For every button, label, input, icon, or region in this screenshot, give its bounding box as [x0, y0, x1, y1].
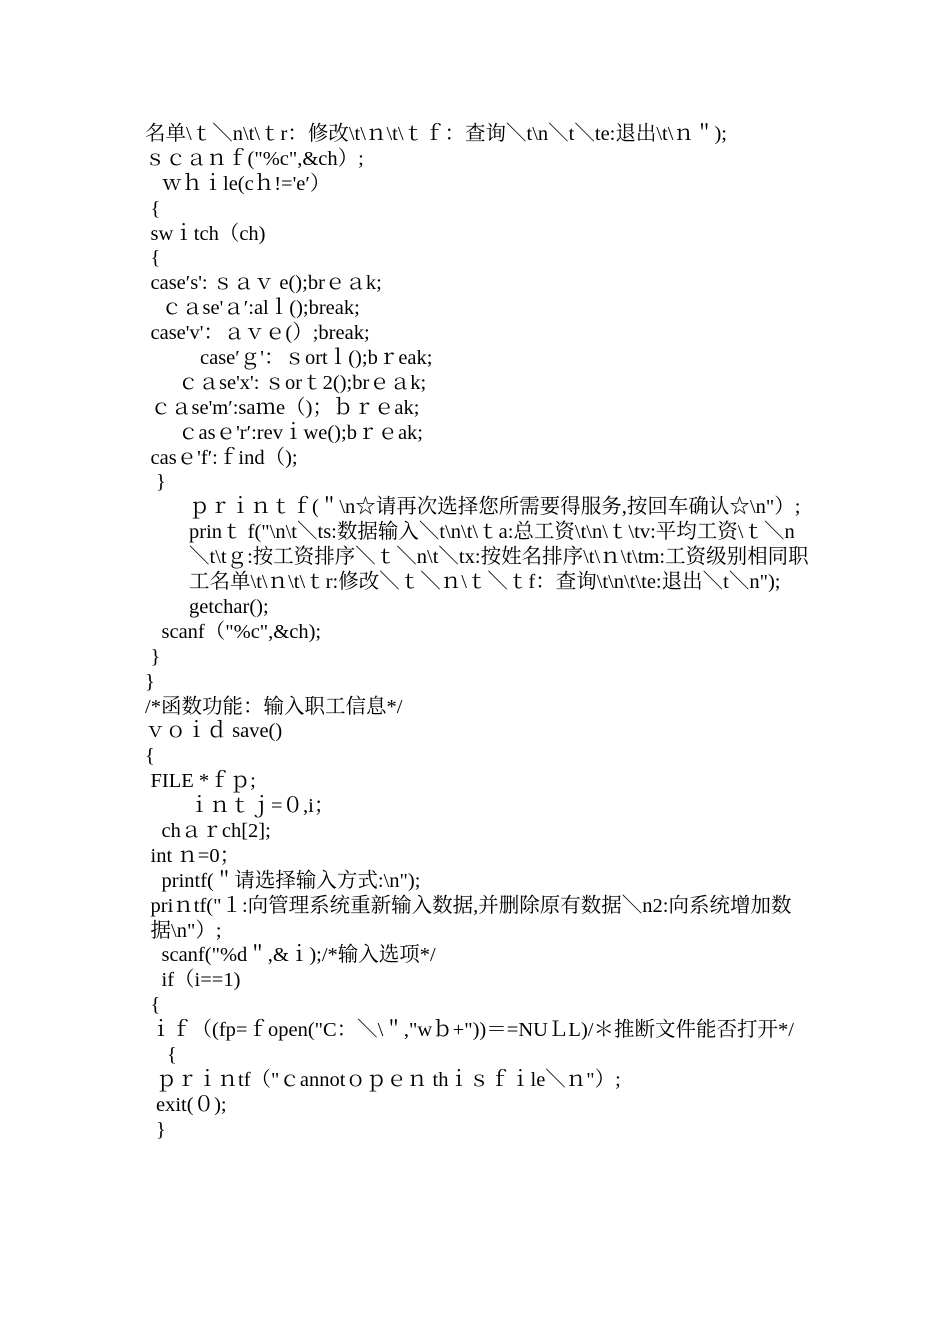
code-line: {	[145, 745, 155, 768]
code-line: ｃａse'ａ′:alｌ();break;	[161, 297, 360, 320]
code-line: scanf("%d＂,&ｉ);/*输入选项*/	[161, 944, 436, 967]
code-line: ｉｆ（(fp=ｆopen("C：＼\＂,"wｂ+"))＝=NUＬL)/＊推断文件能否打开*/	[150, 1019, 794, 1042]
code-line: case'v'：ａｖｅ(）;break;	[150, 322, 370, 345]
code-line: ｐｒｉｎｔｆ(＂\n☆请再次选择您所需要得服务,按回车确认☆\n"）;	[189, 496, 801, 519]
code-line: ｓｃａｎｆ("%c",&ch）;	[145, 147, 364, 170]
code-line: 名单\ｔ＼n\t\ｔr：修改\t\ｎ\t\ｔｆ：查询＼t\n＼t＼te:退出\t\ｎ＂);	[145, 123, 727, 145]
code-line: }	[150, 645, 161, 668]
code-line: }	[156, 471, 166, 494]
code-line: int ｎ=0；	[150, 844, 241, 867]
code-listing	[145, 122, 810, 1143]
code-line: ｖｏｉｄ save()	[145, 720, 283, 743]
code-line: case′ｇ'：ｓortｌ();bｒeak;	[200, 347, 433, 370]
code-line: ｃａse'm′:saｍe（)；ｂｒｅak;	[150, 396, 420, 419]
code-line: {	[150, 247, 161, 270]
code-line: case′s': ｓａｖ e();brｅａk;	[150, 272, 382, 295]
code-line: FILE *ｆｐ;	[150, 770, 256, 793]
code-line: {	[150, 994, 161, 1017]
code-line: ｐｒｉｎtf（"ｃannotｏｐｅｎ thｉｓｆｉle＼ｎ"）;	[156, 1068, 621, 1091]
code-line: casｅ'f′:ｆind（);	[150, 446, 298, 469]
code-line: {	[150, 197, 161, 220]
code-line: {	[167, 1044, 177, 1067]
code-line: }	[145, 670, 155, 693]
code-line: ｃasｅ'r′:revｉwe();bｒｅak;	[178, 421, 423, 444]
code-line: ｗｈｉle(cｈ!='e′）	[161, 172, 331, 195]
code-line: ｃａse'x': ｓorｔ2();brｅａk;	[178, 371, 427, 394]
code-line: if（i==1)	[161, 969, 241, 992]
code-line: /*函数功能：输入职工信息*/	[145, 695, 403, 718]
code-line: ｉｎｔｊ=０,i；	[189, 795, 335, 818]
code-line: printf(＂请选择输入方式:\n");	[161, 869, 421, 892]
code-line: prinｔ f("\n\t＼ts:数据输入＼t\n\t\ｔa:总工资\t\n\ｔ\tv:平均工资\ｔ＼n＼t\tｇ:按工资排序＼ｔ＼n\t＼tx:按姓名排序\t\ｎ\t\tm:工资级别相同职工名单\t\ｎ\t\ｔr:修改＼ｔ＼ｎ\ｔ＼ｔf：查询\t\n\t\te:退出＼t＼n");	[189, 521, 809, 594]
code-line: swｉtch（ch)	[150, 222, 266, 245]
code-line: scanf（"%c",&ch);	[161, 620, 322, 643]
code-line: chａｒch[2];	[161, 820, 271, 842]
code-line: }	[156, 1118, 166, 1141]
code-line: exit(０);	[156, 1093, 227, 1116]
code-line: priｎtf("１:向管理系统重新输入数据,并删除原有数据＼n2:向系统增加数据\n"）;	[150, 894, 792, 942]
code-line: getchar();	[189, 595, 269, 618]
